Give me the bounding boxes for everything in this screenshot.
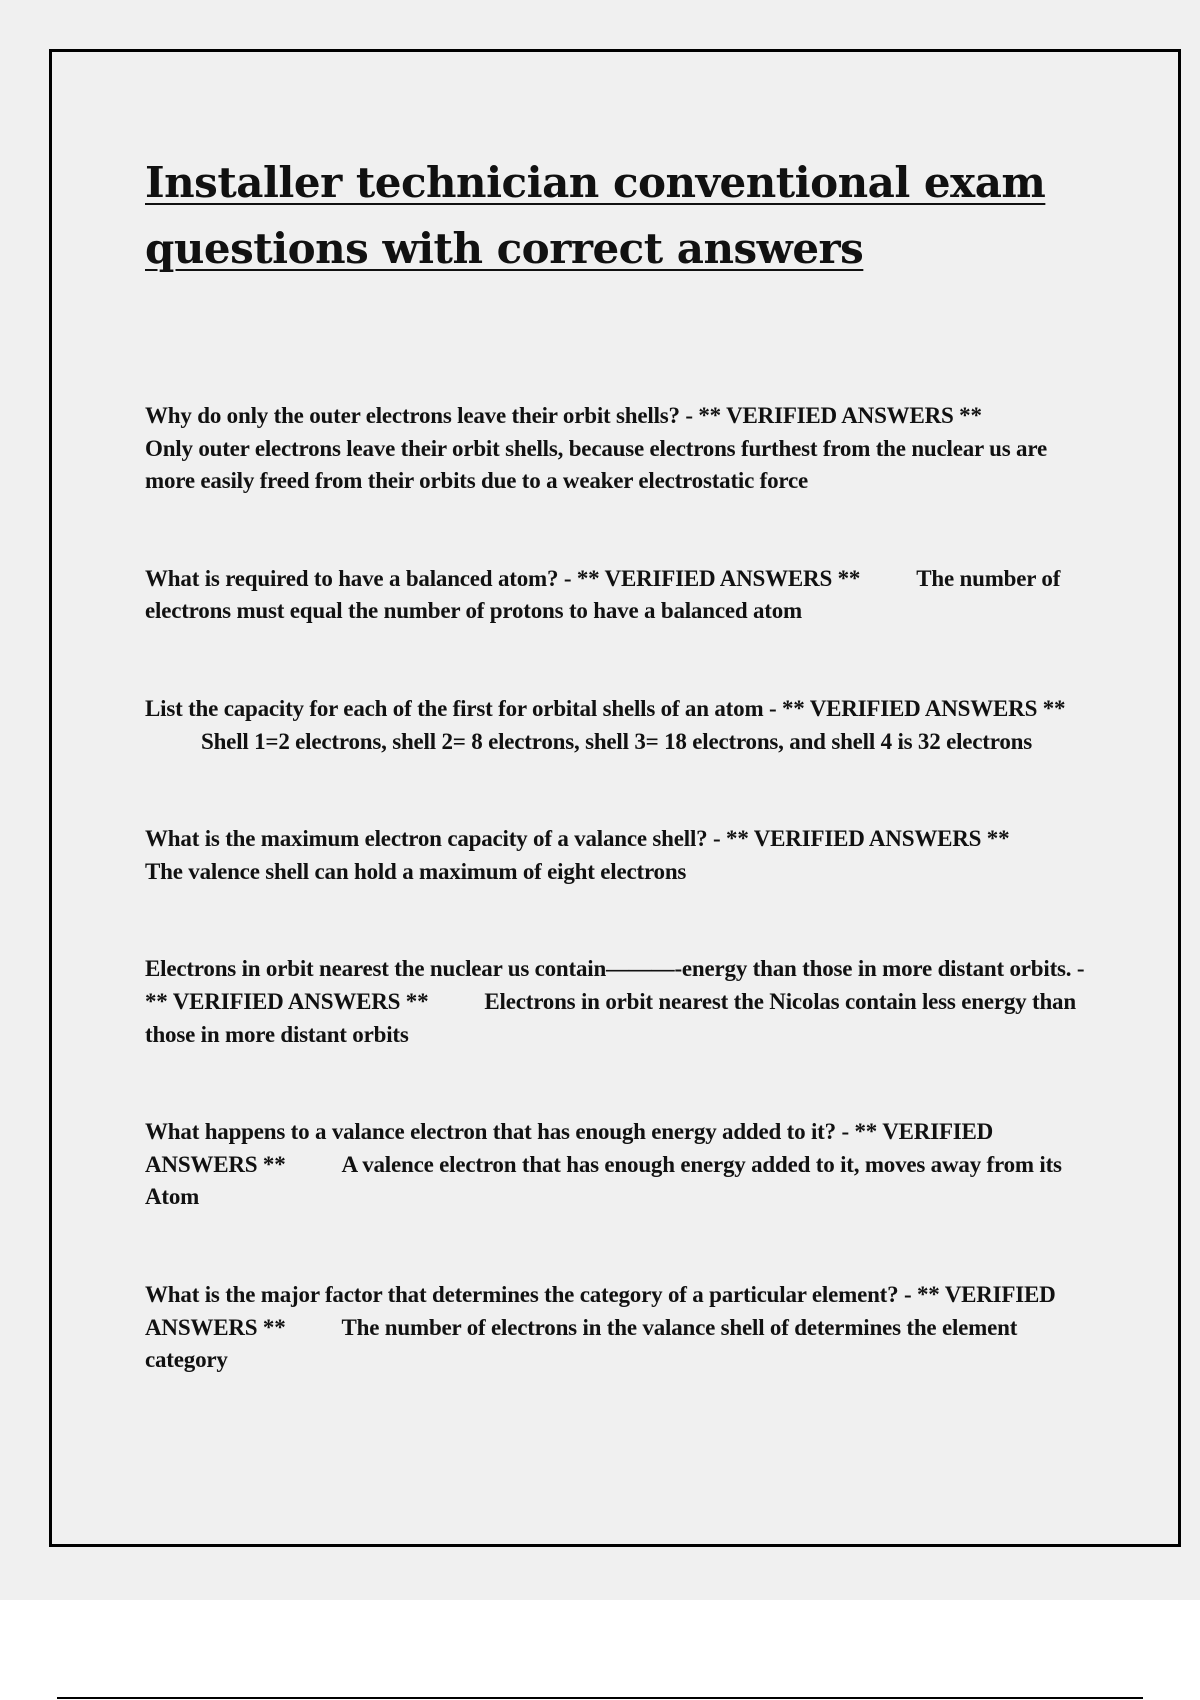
qa-answer: Only outer electrons leave their orbit shells, because electrons furthest from the nuclear us are more easily freed from their orbits due to a weaker electrostatic force xyxy=(145,435,1047,494)
qa-question: Electrons in orbit nearest the nuclear us contain———-energy than those in more distant orbits. - ** VERIFIED ANSWERS ** xyxy=(145,956,1085,1014)
qa-question: Why do only the outer electrons leave their orbit shells? - ** VERIFIED ANSWERS ** xyxy=(145,403,982,428)
qa-question: List the capacity for each of the first for orbital shells of an atom - ** VERIFIED ANSWERS ** xyxy=(145,695,1066,721)
qa-answer: The number of electrons must equal the number of protons to have a balanced atom xyxy=(145,565,1061,624)
qa-question: What is required to have a balanced atom? - ** VERIFIED ANSWERS ** xyxy=(145,565,861,591)
qa-list xyxy=(145,400,1085,1377)
qa-answer: Electrons in orbit nearest the Nicolas contain less energy than those in more distant orbits xyxy=(145,988,1076,1047)
qa-question: What is the major factor that determines the category of a particular element? - ** VERIFIED ANSWERS ** xyxy=(145,1281,1056,1340)
document-content xyxy=(145,150,1085,1442)
footer-divider xyxy=(57,1697,1143,1699)
qa-item xyxy=(145,693,1085,758)
qa-answer: The valence shell can hold a maximum of eight electrons xyxy=(145,858,687,884)
qa-question: What happens to a valance electron that has enough energy added to it? - ** VERIFIED ANSWERS ** xyxy=(145,1119,994,1177)
qa-item xyxy=(145,953,1085,1051)
qa-answer: The number of electrons in the valance shell of determines the element category xyxy=(145,1314,1018,1373)
qa-item xyxy=(145,400,1085,498)
qa-question: What is the maximum electron capacity of a valance shell? - ** VERIFIED ANSWERS ** xyxy=(145,826,1010,852)
qa-answer: A valence electron that has enough energy added to it, moves away from its Atom xyxy=(145,1151,1062,1210)
qa-item xyxy=(145,1116,1085,1214)
qa-item xyxy=(145,823,1085,888)
qa-answer: Shell 1=2 electrons, shell 2= 8 electrons, shell 3= 18 electrons, and shell 4 is 32 electrons xyxy=(201,728,1032,754)
qa-item xyxy=(145,1279,1085,1377)
document-title: Installer technician conventional exam questions with correct answers xyxy=(145,158,1046,273)
qa-item xyxy=(145,563,1085,628)
